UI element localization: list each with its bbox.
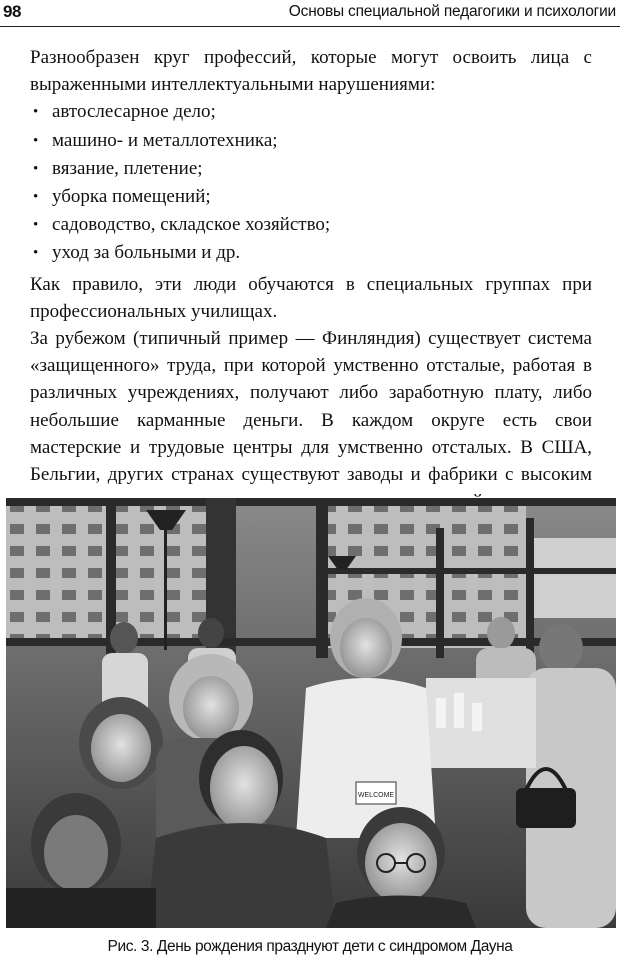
running-header bbox=[0, 0, 620, 24]
page-number: 98 bbox=[3, 2, 21, 21]
intro-paragraph: Разнообразен круг профессий, которые могут освоить лица с выраженными интеллектуальными нарушениями: bbox=[30, 47, 592, 96]
body-text bbox=[30, 44, 592, 570]
list-item bbox=[30, 127, 592, 155]
name-badge: WELCOME bbox=[357, 792, 395, 799]
bullet-icon: • bbox=[33, 160, 39, 177]
bullet-icon: • bbox=[33, 104, 39, 121]
photograph bbox=[6, 498, 616, 928]
bullet-icon: • bbox=[33, 217, 39, 234]
list-item bbox=[30, 211, 592, 239]
list-item bbox=[30, 98, 592, 126]
bullet-icon: • bbox=[33, 245, 39, 262]
list-item-text: машино- и металлотехника; bbox=[52, 129, 278, 151]
figure-caption: Рис. 3. День рождения празднуют дети с синдромом Дауна bbox=[107, 938, 513, 955]
profession-list bbox=[30, 98, 592, 267]
list-item-text: уход за больными и др. bbox=[52, 242, 241, 264]
birthday-party-photo bbox=[6, 498, 616, 928]
paragraph-abroad: За рубежом (типичный пример — Финляндия) существует система «защищенного» труда, при которой умственно отсталые, работая в различных учреждениях, получают либо заработную плату, либо небольшие карманные деньги. В каждом округе есть свои мастерские и трудовые центры для умственно отсталых. В США, Бельгии, других странах существуют заводы и фабрики с высоким bbox=[30, 328, 592, 486]
list-item bbox=[30, 183, 592, 211]
paragraph-vocational: Как правило, эти люди обучаются в специальных группах при профессиональных училищах. bbox=[30, 273, 592, 322]
bullet-icon: • bbox=[33, 189, 39, 206]
list-item-text: садоводство, складское хозяйство; bbox=[52, 214, 331, 236]
list-item-text: уборка помещений; bbox=[52, 186, 211, 208]
list-item-text: вязание, плетение; bbox=[52, 157, 203, 179]
list-item-text: автослесарное дело; bbox=[52, 101, 216, 123]
list-item bbox=[30, 239, 592, 267]
list-item bbox=[30, 155, 592, 183]
bullet-icon: • bbox=[33, 132, 39, 149]
header-rule bbox=[0, 26, 620, 27]
running-title: Основы специальной педагогики и психологии bbox=[288, 3, 616, 20]
